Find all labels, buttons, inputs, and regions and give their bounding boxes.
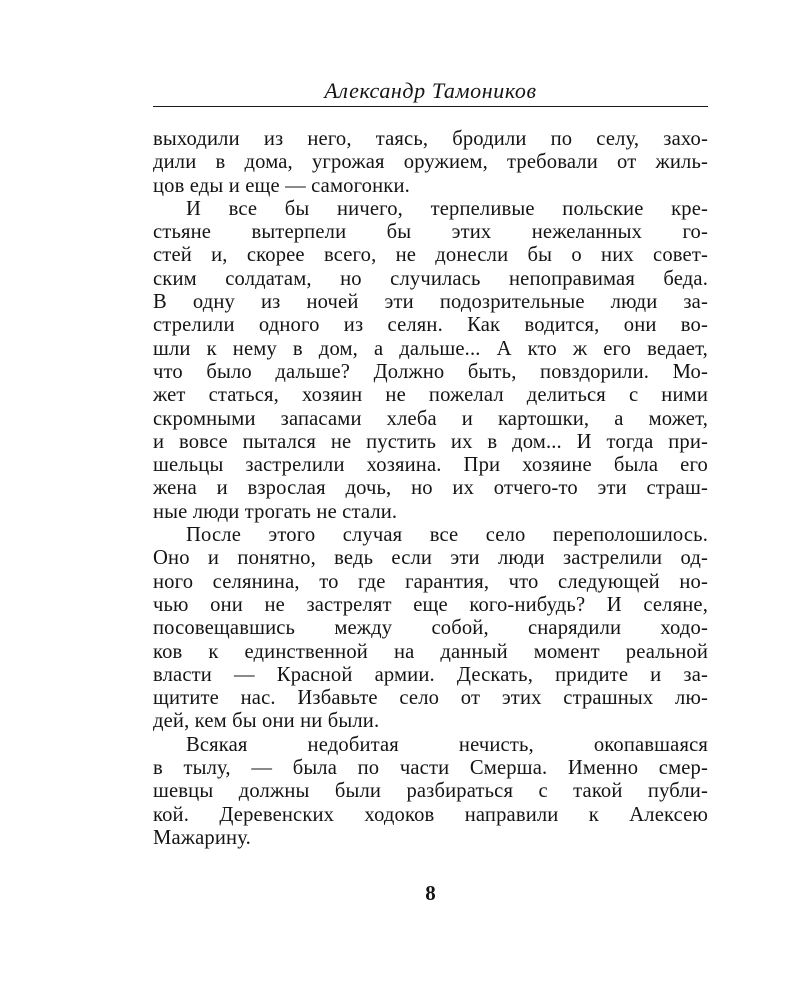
page-number: 8 xyxy=(425,881,436,905)
running-head-author: Александр Тамоников xyxy=(324,78,537,103)
text-line: Всякая недобитая нечисть, окопавшаяся xyxy=(186,733,708,756)
text-line: ков к единственной на данный момент реальной xyxy=(153,640,708,663)
text-line: что было дальше? Должно быть, повздорили. Мо- xyxy=(153,360,708,383)
text-line: шельцы застрелили хозяина. При хозяине была его xyxy=(153,454,708,477)
text-line: жет статься, хозяин не пожелал делиться с ними xyxy=(153,384,708,407)
text-line: щитите нас. Избавьте село от этих страшных лю- xyxy=(153,687,708,710)
body-text xyxy=(153,128,708,850)
text-line: посовещавшись между собой, снарядили ходо- xyxy=(153,617,708,640)
text-line: ного селянина, то где гарантия, что следующей но- xyxy=(153,570,708,593)
text-line: кой. Деревенских ходоков направили к Алексею xyxy=(153,803,708,826)
text-line: В одну из ночей эти подозрительные люди за- xyxy=(153,291,708,314)
paragraph-2 xyxy=(153,198,708,524)
paragraph-3 xyxy=(153,524,708,734)
text-line: дей, кем бы они ни были. xyxy=(153,710,380,733)
text-line: выходили из него, таясь, бродили по селу, захо- xyxy=(153,128,708,150)
text-line: стрелили одного из селян. Как водится, они во- xyxy=(153,314,708,337)
text-line: стей и, скорее всего, не донесли бы о них совет- xyxy=(153,244,708,267)
text-line: После этого случая все село переполошилось. xyxy=(186,524,708,547)
text-line: шли к нему в дом, а дальше... А кто ж его ведает, xyxy=(153,337,708,360)
text-line: стьяне вытерпели бы этих нежеланных го- xyxy=(153,221,708,244)
header-rule xyxy=(153,106,708,107)
text-line: ским солдатам, но случилась непоправимая беда. xyxy=(153,267,708,290)
paragraph-1 xyxy=(153,128,708,198)
text-line: И все бы ничего, терпеливые польские кре- xyxy=(186,197,708,220)
text-line: и вовсе пытался не пустить их в дом... И тогда при- xyxy=(153,430,708,453)
text-line: жена и взрослая дочь, но их отчего-то эти страш- xyxy=(153,477,708,500)
text-line: дили в дома, угрожая оружием, требовали от жиль- xyxy=(153,151,708,174)
text-line: в тылу, — была по части Смерша. Именно смер- xyxy=(153,757,708,780)
text-line: Оно и понятно, ведь если эти люди застрелили од- xyxy=(153,547,708,570)
text-line: шевцы должны были разбираться с такой публи- xyxy=(153,780,708,803)
paragraph-4 xyxy=(153,734,708,850)
text-line: власти — Красной армии. Дескать, придите и за- xyxy=(153,663,708,686)
text-line: чью они не застрелят еще кого-нибудь? И селяне, xyxy=(153,593,708,616)
text-line: Мажарину. xyxy=(153,826,251,849)
text-line: ные люди трогать не стали. xyxy=(153,500,398,523)
text-line: цов еды и еще — самогонки. xyxy=(153,174,410,197)
text-line: скромными запасами хлеба и картошки, а может, xyxy=(153,407,708,430)
